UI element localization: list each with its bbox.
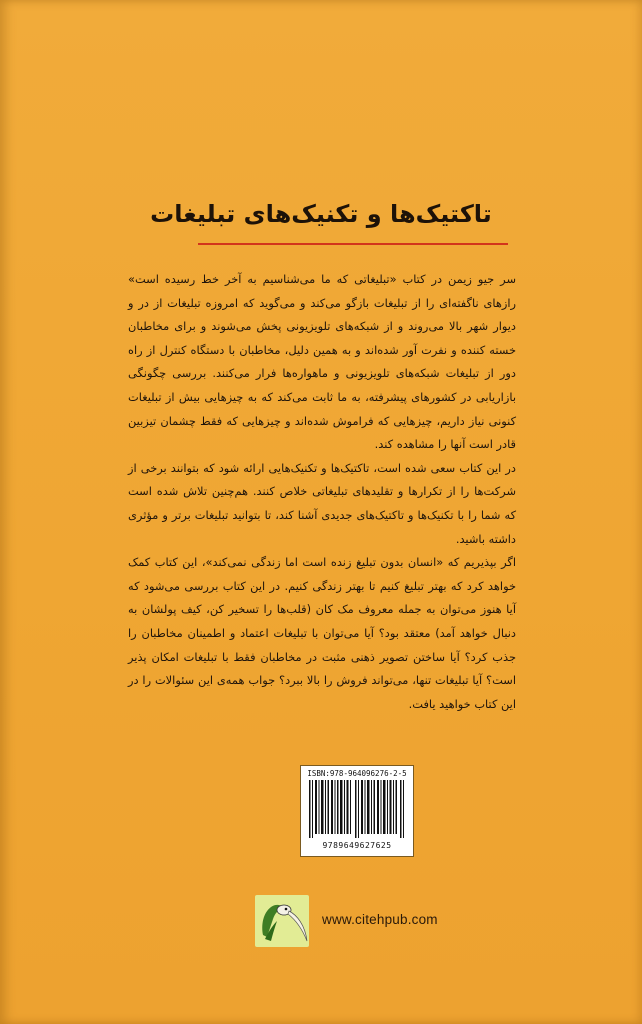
isbn-text: ISBN:978-964096276-2-5 [307, 769, 407, 778]
barcode-icon [309, 780, 405, 838]
blurb-paragraph-2: در این کتاب سعی شده است، تاکتیک‌ها و تکنیک‌هایی ارائه شود که بتوانند برخی از شرکت‌ها را از تکرارها و تقلیدهای تبلیغاتی خلاص کنند. هم‌چنین تلاش شده است که شما را با تکنیک‌ها و تاکتیک‌های جدیدی آشنا کند، تا بتوانید تبلیغات برتر و مؤثری داشته باشید. [128, 460, 516, 546]
blurb [128, 268, 516, 716]
publisher-logo [255, 895, 309, 947]
blurb-paragraph-3: اگر بپذیریم که «انسان بدون تبلیغ زنده است اما زندگی نمی‌کند»، این کتاب کمک خواهد کرد که بهتر تبلیغ کنیم تا بهتر زندگی کنیم. در این کتاب بررسی می‌شود که آیا هنوز می‌توان به جمله معروف مک کان (قلب‌ها را تسخیر کن، کیف پولشان به دنبال خواهد آمد) معتقد بود؟ آیا می‌توان با تبلیغات اعتماد و اطمینان مخاطبان را جذب کرد؟ آیا ساختن تصویر ذهنی مثبت در مخاطبان فقط با تبلیغات امکان پذیر است؟ آیا تبلیغات تنها، می‌تواند فروش را بالا ببرد؟ جواب همه‌ی این سئوالات را در این کتاب خواهید یافت. [128, 555, 516, 711]
bird-icon [255, 895, 309, 947]
publisher-website: www.citehpub.com [322, 912, 438, 927]
title-underline [198, 243, 508, 245]
book-title: تاکتیک‌ها و تکنیک‌های تبلیغات [150, 200, 492, 228]
blurb-paragraph-1: سر جیو زیمن در کتاب «تبلیغاتی که ما می‌شناسیم به آخر خط رسیده است» رازهای ناگفته‌ای را از تبلیغات بازگو می‌کند و می‌گوید که امروزه تبلیغات از در و دیوار شهر بالا می‌روند و از شبکه‌های تلویزیونی پخش می‌شوند و برای مخاطبان خسته کننده و نفرت آور شده‌اند و به همین دلیل، مخاطبان با دستگاه کنترل از راه دور از تبلیغات شبکه‌های تلویزیونی و ماهواره‌ها فرار می‌کنند. بررسی چگونگی بازاریابی در کشورهای پیشرفته، به ما ثابت می‌کند که به چیزهایی بیش از تبلیغات کنونی نیاز داریم، چیزهایی که فراموش شده‌اند و چیزهایی که فقط چشمان تیزبین قادر است آنها را مشاهده کند. [128, 272, 516, 452]
barcode-number: 9789649627625 [322, 841, 392, 850]
barcode-label [300, 765, 414, 857]
